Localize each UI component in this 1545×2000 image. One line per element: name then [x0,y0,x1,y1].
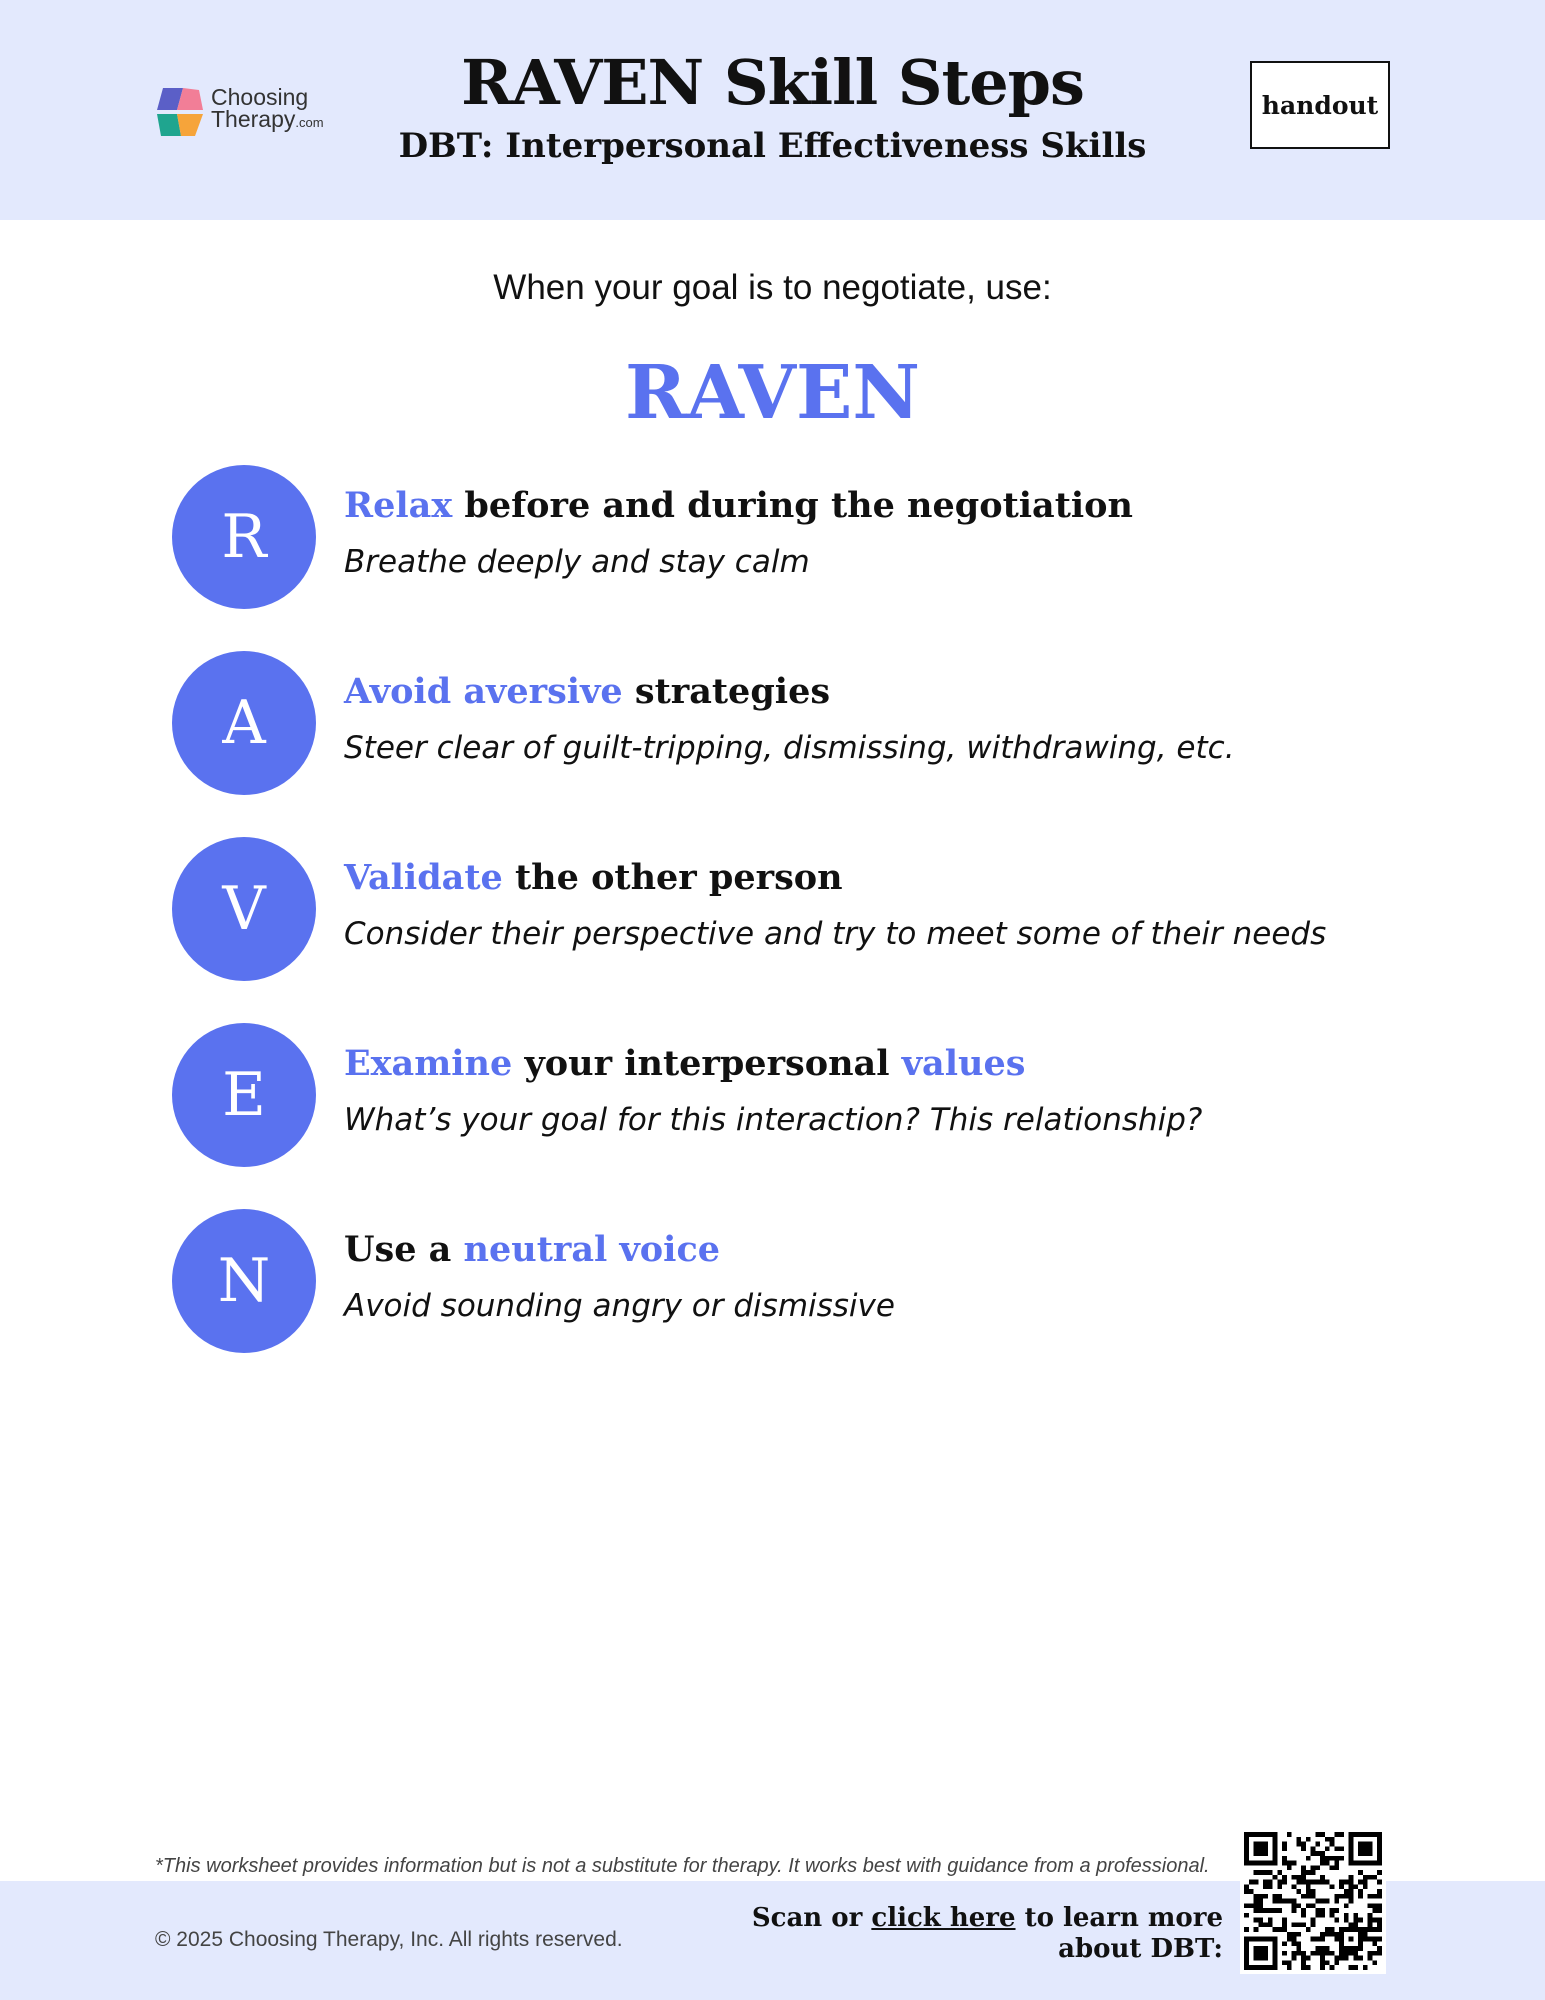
learn-more-line-2: about DBT: [1058,1934,1223,1964]
learn-more-prefix: Scan or [751,1903,872,1933]
step-n [172,1209,1422,1353]
step-a [172,651,1422,795]
step-heading [344,671,830,712]
step-e [172,1023,1422,1167]
page-title: RAVEN Skill Steps [461,46,1084,119]
step-heading-accent: Examine [344,1043,513,1084]
step-heading-accent: Validate [344,857,503,898]
qr-code-icon [1244,1832,1382,1970]
step-v [172,837,1422,981]
qr-code[interactable] [1240,1828,1386,1974]
learn-more-text [752,1903,1223,1965]
logo-line-2-main: Therapy [211,106,296,132]
step-description: Avoid sounding angry or dismissive [344,1288,895,1324]
step-description: What’s your goal for this interaction? This relationship? [344,1102,1203,1138]
step-description: Steer clear of guilt-tripping, dismissing, withdrawing, etc. [344,730,1235,766]
handout-badge: handout [1250,61,1390,149]
intro-text: When your goal is to negotiate, use: [493,268,1052,307]
step-description: Consider their perspective and try to meet some of their needs [344,916,1327,952]
step-heading [344,485,1133,526]
step-heading-accent: Relax [344,485,453,526]
step-letter-circle: A [172,651,316,795]
step-r [172,465,1422,609]
step-letter-circle: E [172,1023,316,1167]
page-subtitle: DBT: Interpersonal Effectiveness Skills [398,126,1147,166]
copyright-text: © 2025 Choosing Therapy, Inc. All rights reserved. [155,1928,623,1951]
step-heading-rest: strategies [622,671,831,712]
logo-line-1: Choosing [211,84,309,110]
step-letter-circle: R [172,465,316,609]
step-letter-circle: N [172,1209,316,1353]
step-heading-rest: your interpersonal [512,1043,902,1084]
acronym-heading: RAVEN [625,350,920,436]
step-heading [344,857,843,898]
step-heading [344,1043,1025,1084]
learn-more-suffix: to learn more [1015,1903,1223,1933]
step-heading-accent: neutral voice [463,1229,721,1270]
step-heading-rest: before and during the negotiation [452,485,1133,526]
step-heading [344,1229,720,1270]
learn-more-line-1 [752,1903,1223,1934]
disclaimer-text: *This worksheet provides information but is not a substitute for therapy. It works best with guidance from a professional. [155,1855,1210,1877]
step-heading-rest: the other person [502,857,843,898]
logo-suffix: .com [295,115,324,130]
step-heading-plain: Use a [344,1229,464,1270]
step-letter-circle: V [172,837,316,981]
step-heading-accent-2: values [901,1043,1026,1084]
step-description: Breathe deeply and stay calm [344,544,810,580]
click-here-link[interactable]: click here [871,1903,1016,1933]
step-heading-accent: Avoid aversive [344,671,623,712]
